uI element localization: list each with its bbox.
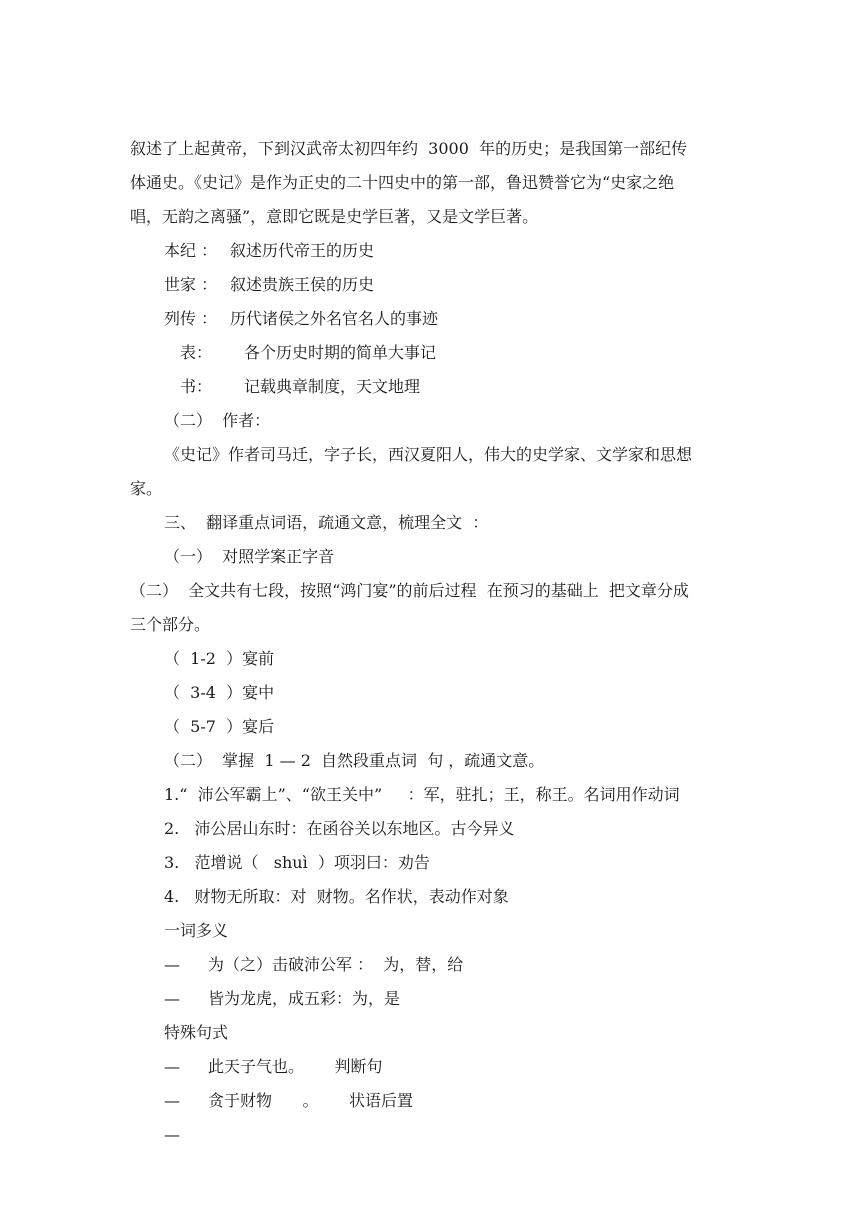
- special-dash-2: —: [164, 1091, 180, 1110]
- category-name-biao: 表：: [180, 343, 213, 362]
- special-dash-1: —: [164, 1057, 180, 1076]
- category-desc-liezhuan: 历代诸侯之外名官名人的事迹: [230, 309, 439, 328]
- intro-line-1: 叙述了上起黄帝，下到汉武帝太初四年约 3000 年的历史；是我国第一部纪传: [130, 139, 688, 158]
- intro-line-2: 体通史。《史记》是作为正史的二十四史中的第一部，鲁迅赞誉它为“史家之绝: [130, 173, 675, 192]
- category-name-shu: 书：: [180, 377, 213, 396]
- point-1: 1.“ 沛公军霸上”、“欲王关中” ：军，驻扎；王，称王。名词用作动词: [164, 785, 680, 804]
- special-item-1: 此天子气也。 判断句: [208, 1057, 383, 1076]
- polysemy-dash-2: —: [164, 989, 180, 1008]
- point-4: 4. 财物无所取：对 财物。名作状，表动作对象: [164, 887, 509, 906]
- author-heading: （二） 作者：: [164, 411, 271, 430]
- category-name-liezhuan: 列传 ：: [164, 309, 218, 328]
- point-3: 3. 范增说（ shuì ）项羽曰：劝告: [164, 853, 430, 872]
- category-name-benji: 本纪 ：: [164, 241, 218, 260]
- author-line-1: 《史记》作者司马迁，字子长，西汉夏阳人，伟大的史学家、文学家和思想: [164, 445, 693, 464]
- category-desc-shijia: 叙述贵族王侯的历史: [230, 275, 375, 294]
- category-desc-shu: 记载典章制度，天文地理: [244, 377, 421, 396]
- section-3-sub-3: （二） 掌握 1 — 2 自然段重点词 句 ，疏通文意。: [164, 751, 545, 770]
- intro-line-3: 唱，无韵之离骚”，意即它既是史学巨著，又是文学巨著。: [130, 207, 539, 226]
- part-after-banquet: （ 5-7 ）宴后: [164, 717, 275, 736]
- point-2: 2. 沛公居山东时：在函谷关以东地区。古今异义: [164, 819, 515, 838]
- section-3-sub-2-line-2: 三个部分。: [130, 615, 211, 634]
- special-sentence-heading: 特殊句式: [164, 1023, 229, 1042]
- polysemy-heading: 一词多义: [164, 921, 229, 940]
- section-3-sub-2-line-1: （二） 全文共有七段，按照“鸿门宴”的前后过程 在预习的基础上 把文章分成: [130, 581, 689, 600]
- section-3-heading: 三、 翻译重点词语，疏通文意，梳理全文 ：: [164, 513, 489, 532]
- part-during-banquet: （ 3-4 ）宴中: [164, 683, 275, 702]
- author-line-2: 家。: [130, 479, 163, 498]
- special-item-2: 贪于财物 。 状语后置: [208, 1091, 414, 1110]
- category-desc-benji: 叙述历代帝王的历史: [230, 241, 375, 260]
- polysemy-item-2: 皆为龙虎，成五彩：为，是: [208, 989, 401, 1008]
- polysemy-item-1: 为（之）击破沛公军 ： 为，替，给: [208, 955, 464, 974]
- category-desc-biao: 各个历史时期的简单大事记: [244, 343, 437, 362]
- category-name-shijia: 世家 ：: [164, 275, 218, 294]
- part-before-banquet: （ 1-2 ）宴前: [164, 649, 275, 668]
- section-3-sub-1: （一） 对照学案正字音: [164, 547, 335, 566]
- polysemy-dash-1: —: [164, 955, 180, 974]
- special-dash-3: —: [164, 1125, 180, 1144]
